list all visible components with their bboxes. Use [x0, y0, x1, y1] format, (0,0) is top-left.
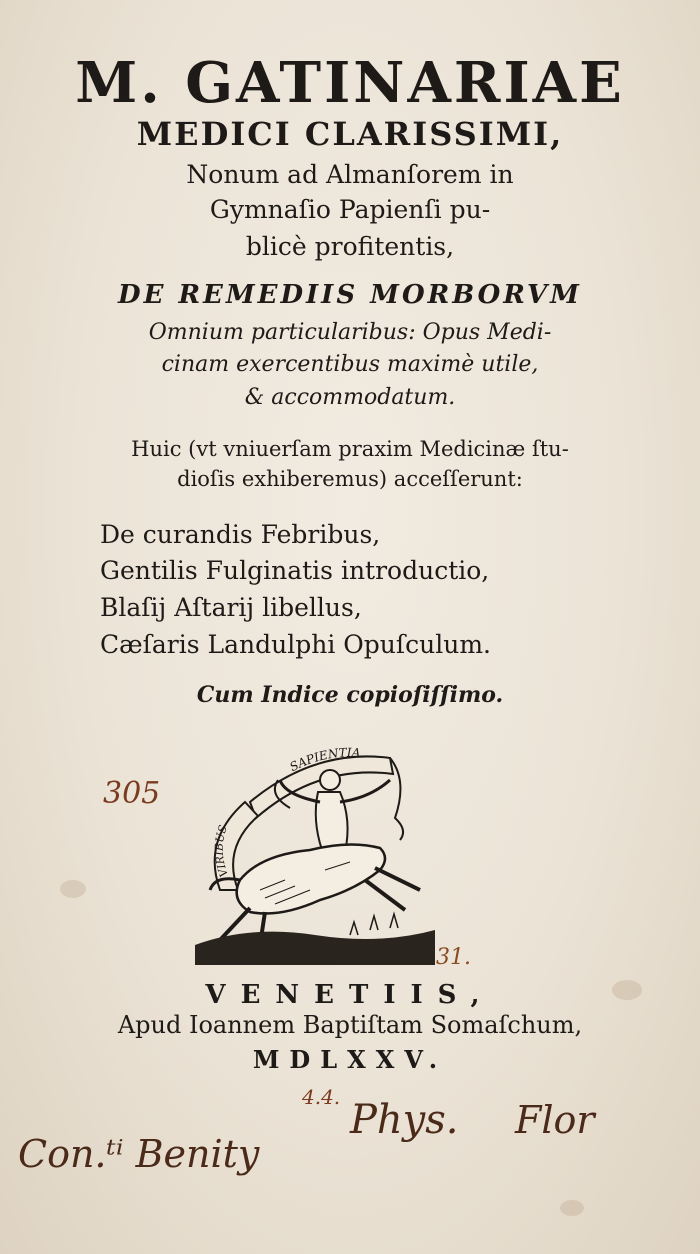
- manuscript-owner-inscription: Con.ᵗⁱ Benity: [18, 1132, 260, 1176]
- contents-item: Cæſaris Landulphi Opuſculum.: [100, 630, 491, 659]
- work-subtitle-3: & accommodatum.: [244, 385, 456, 410]
- imprint-printer: Apud Ioannem Baptiſtam Somaſchum,: [117, 1011, 583, 1039]
- printers-device-woodcut: [190, 740, 440, 965]
- imprint-place: VENETIIS,: [205, 980, 495, 1010]
- contents-item: De curandis Febribus,: [100, 520, 381, 549]
- manuscript-owner-inscription: Phys.: [350, 1097, 459, 1143]
- manuscript-shelfmark: 305: [103, 776, 161, 811]
- contents-item: Blaſij Aſtarij libellus,: [100, 593, 362, 622]
- title-line-5: blicè profitentis,: [245, 232, 455, 261]
- motto-top: SAPIENTIA: [287, 745, 361, 775]
- manuscript-note: 4.4.: [302, 1085, 341, 1109]
- intro-line-1: Huic (vt vniuerſam praxim Medicinæ ſtu-: [131, 437, 569, 461]
- foxing-spot: [560, 1200, 584, 1216]
- author-epithet: MEDICI CLARISSIMI,: [136, 115, 564, 153]
- imprint-year: MDLXXV.: [252, 1045, 448, 1074]
- manuscript-owner-inscription: Flor: [515, 1098, 595, 1142]
- contents-item: Gentilis Fulginatis introductio,: [100, 556, 490, 585]
- title-line-4: Gymnaſio Papienſi pu-: [209, 195, 491, 224]
- title-line-3: Nonum ad Almanſorem in: [186, 160, 514, 189]
- index-note: Cum Indice copioſiſſimo.: [196, 682, 504, 708]
- motto-left: VIRIBUS: [212, 823, 231, 879]
- author-name: M. GATINARIAE: [75, 50, 625, 116]
- work-subtitle-2: cinam exercentibus maximè utile,: [161, 352, 539, 377]
- work-title: DE REMEDIIS MORBORVM: [118, 280, 582, 310]
- foxing-spot: [60, 880, 86, 898]
- manuscript-note: 31.: [436, 945, 471, 970]
- work-subtitle-1: Omnium particularibus: Opus Medi-: [148, 320, 552, 345]
- intro-line-2: dioſis exhiberemus) acceſſerunt:: [177, 467, 523, 491]
